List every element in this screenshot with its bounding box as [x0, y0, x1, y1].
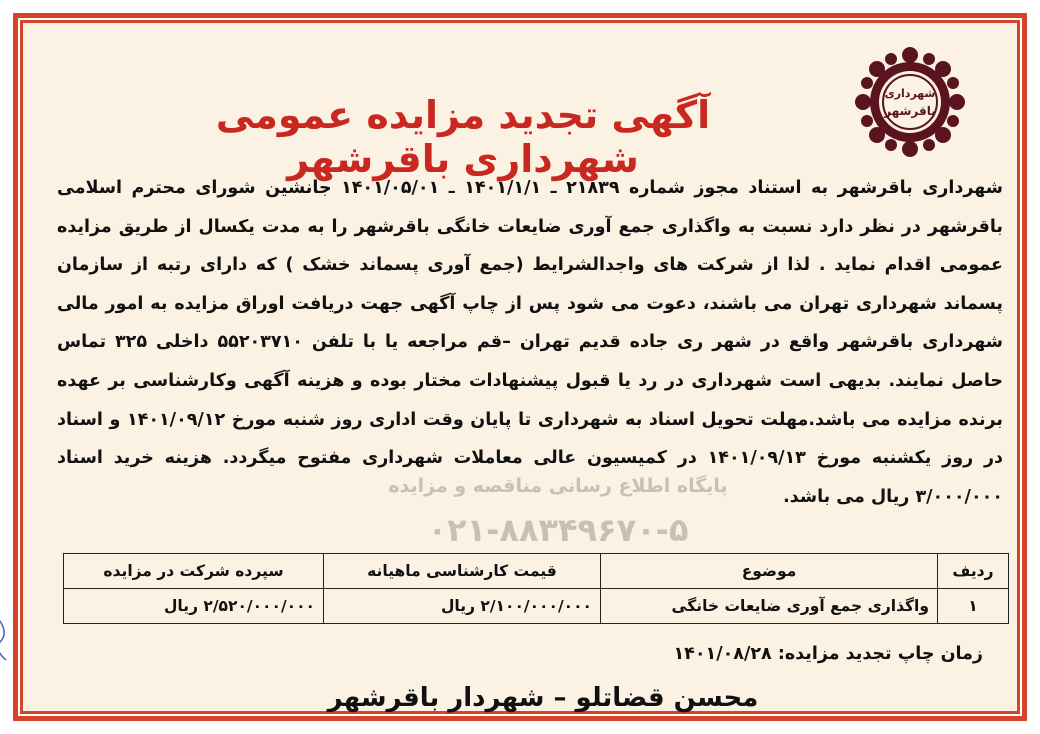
cell-row-number: ۱: [938, 589, 1009, 624]
header-row-number: ردیف: [938, 554, 1009, 589]
ad-frame: [13, 13, 1027, 721]
header-subject: موضوع: [601, 554, 938, 589]
header-deposit: سپرده شرکت در مزایده: [64, 554, 324, 589]
mayor-signature: محسن قضاتلو – شهردار باقرشهر: [327, 683, 759, 713]
watermark-line-1: پایگاه اطلاع رسانی مناقصه و مزایده: [388, 475, 728, 497]
ad-title: آگهی تجدید مزایده عمومی شهرداری باقرشهر: [215, 93, 711, 181]
scan-edge-mark: [0, 610, 14, 670]
cell-deposit: ۲/۵۲۰/۰۰۰/۰۰۰ ریال: [64, 589, 324, 624]
header-expert-price: قیمت کارشناسی ماهیانه: [324, 554, 601, 589]
table-header-row: [64, 554, 1009, 589]
seal-text-bottom: باقرشهر: [884, 104, 936, 118]
ad-body: شهرداری باقرشهر به استناد مجوز شماره ۲۱۸۳۹ ـ ۱۴۰۱/۱/۱ ـ ۱۴۰۱/۰۵/۰۱ جانشین شورای محترم اسلامی باقرشهر در نظر دارد نسبت به واگذاری جمع آوری ضایعات خانگی باقرشهر را به مدت یکسال از طریق مزایده عمومی اقدام نماید . لذا از شرکت های واجدالشرایط (جمع آوری پسماند خشک ) که دارای رتبه از سازمان پسماند شهرداری تهران می باشند، دعوت می شود پس از چاپ آگهی جهت دریافت اوراق مزایده به امور مالی شهرداری باقرشهر واقع در شهر ری جاده قدیم تهران –قم مراجعه یا با تلفن ۵۵۲۰۳۷۱۰ داخلی ۳۲۵ تماس حاصل نمایند. بدیهی است شهرداری در رد یا قبول پیشنهادات مختار بوده و هزینه آگهی وکارشناسی بر عهده برنده مزایده می باشد.مهلت تحویل اسناد به شهرداری تا پایان وقت اداری روز شنبه مورخ ۱۴۰۱/۰۹/۱۲ و اسناد در روز یکشنبه مورخ ۱۴۰۱/۰۹/۱۳ در کمیسیون عالی معاملات شهرداری مفتوح میگردد. هزینه خرید اسناد ۳/۰۰۰/۰۰۰ ریال می باشد.: [57, 178, 1003, 507]
seal-text-top: شهرداری: [884, 87, 936, 100]
cell-subject: واگذاری جمع آوری ضایعات خانگی: [601, 589, 938, 624]
municipality-seal-logo: [855, 47, 965, 157]
frame-gap: [18, 18, 1022, 716]
ad-paper: [20, 20, 1020, 714]
cell-expert-price: ۲/۱۰۰/۰۰۰/۰۰۰ ریال: [324, 589, 601, 624]
watermark-line-2: ۰۲۱-۸۸۳۴۹۶۷۰-۵: [427, 511, 689, 549]
auction-table: [63, 553, 1009, 624]
reprint-date: زمان چاپ تجدید مزایده: ۱۴۰۱/۰۸/۲۸: [673, 644, 983, 664]
table-row: [64, 589, 1009, 624]
